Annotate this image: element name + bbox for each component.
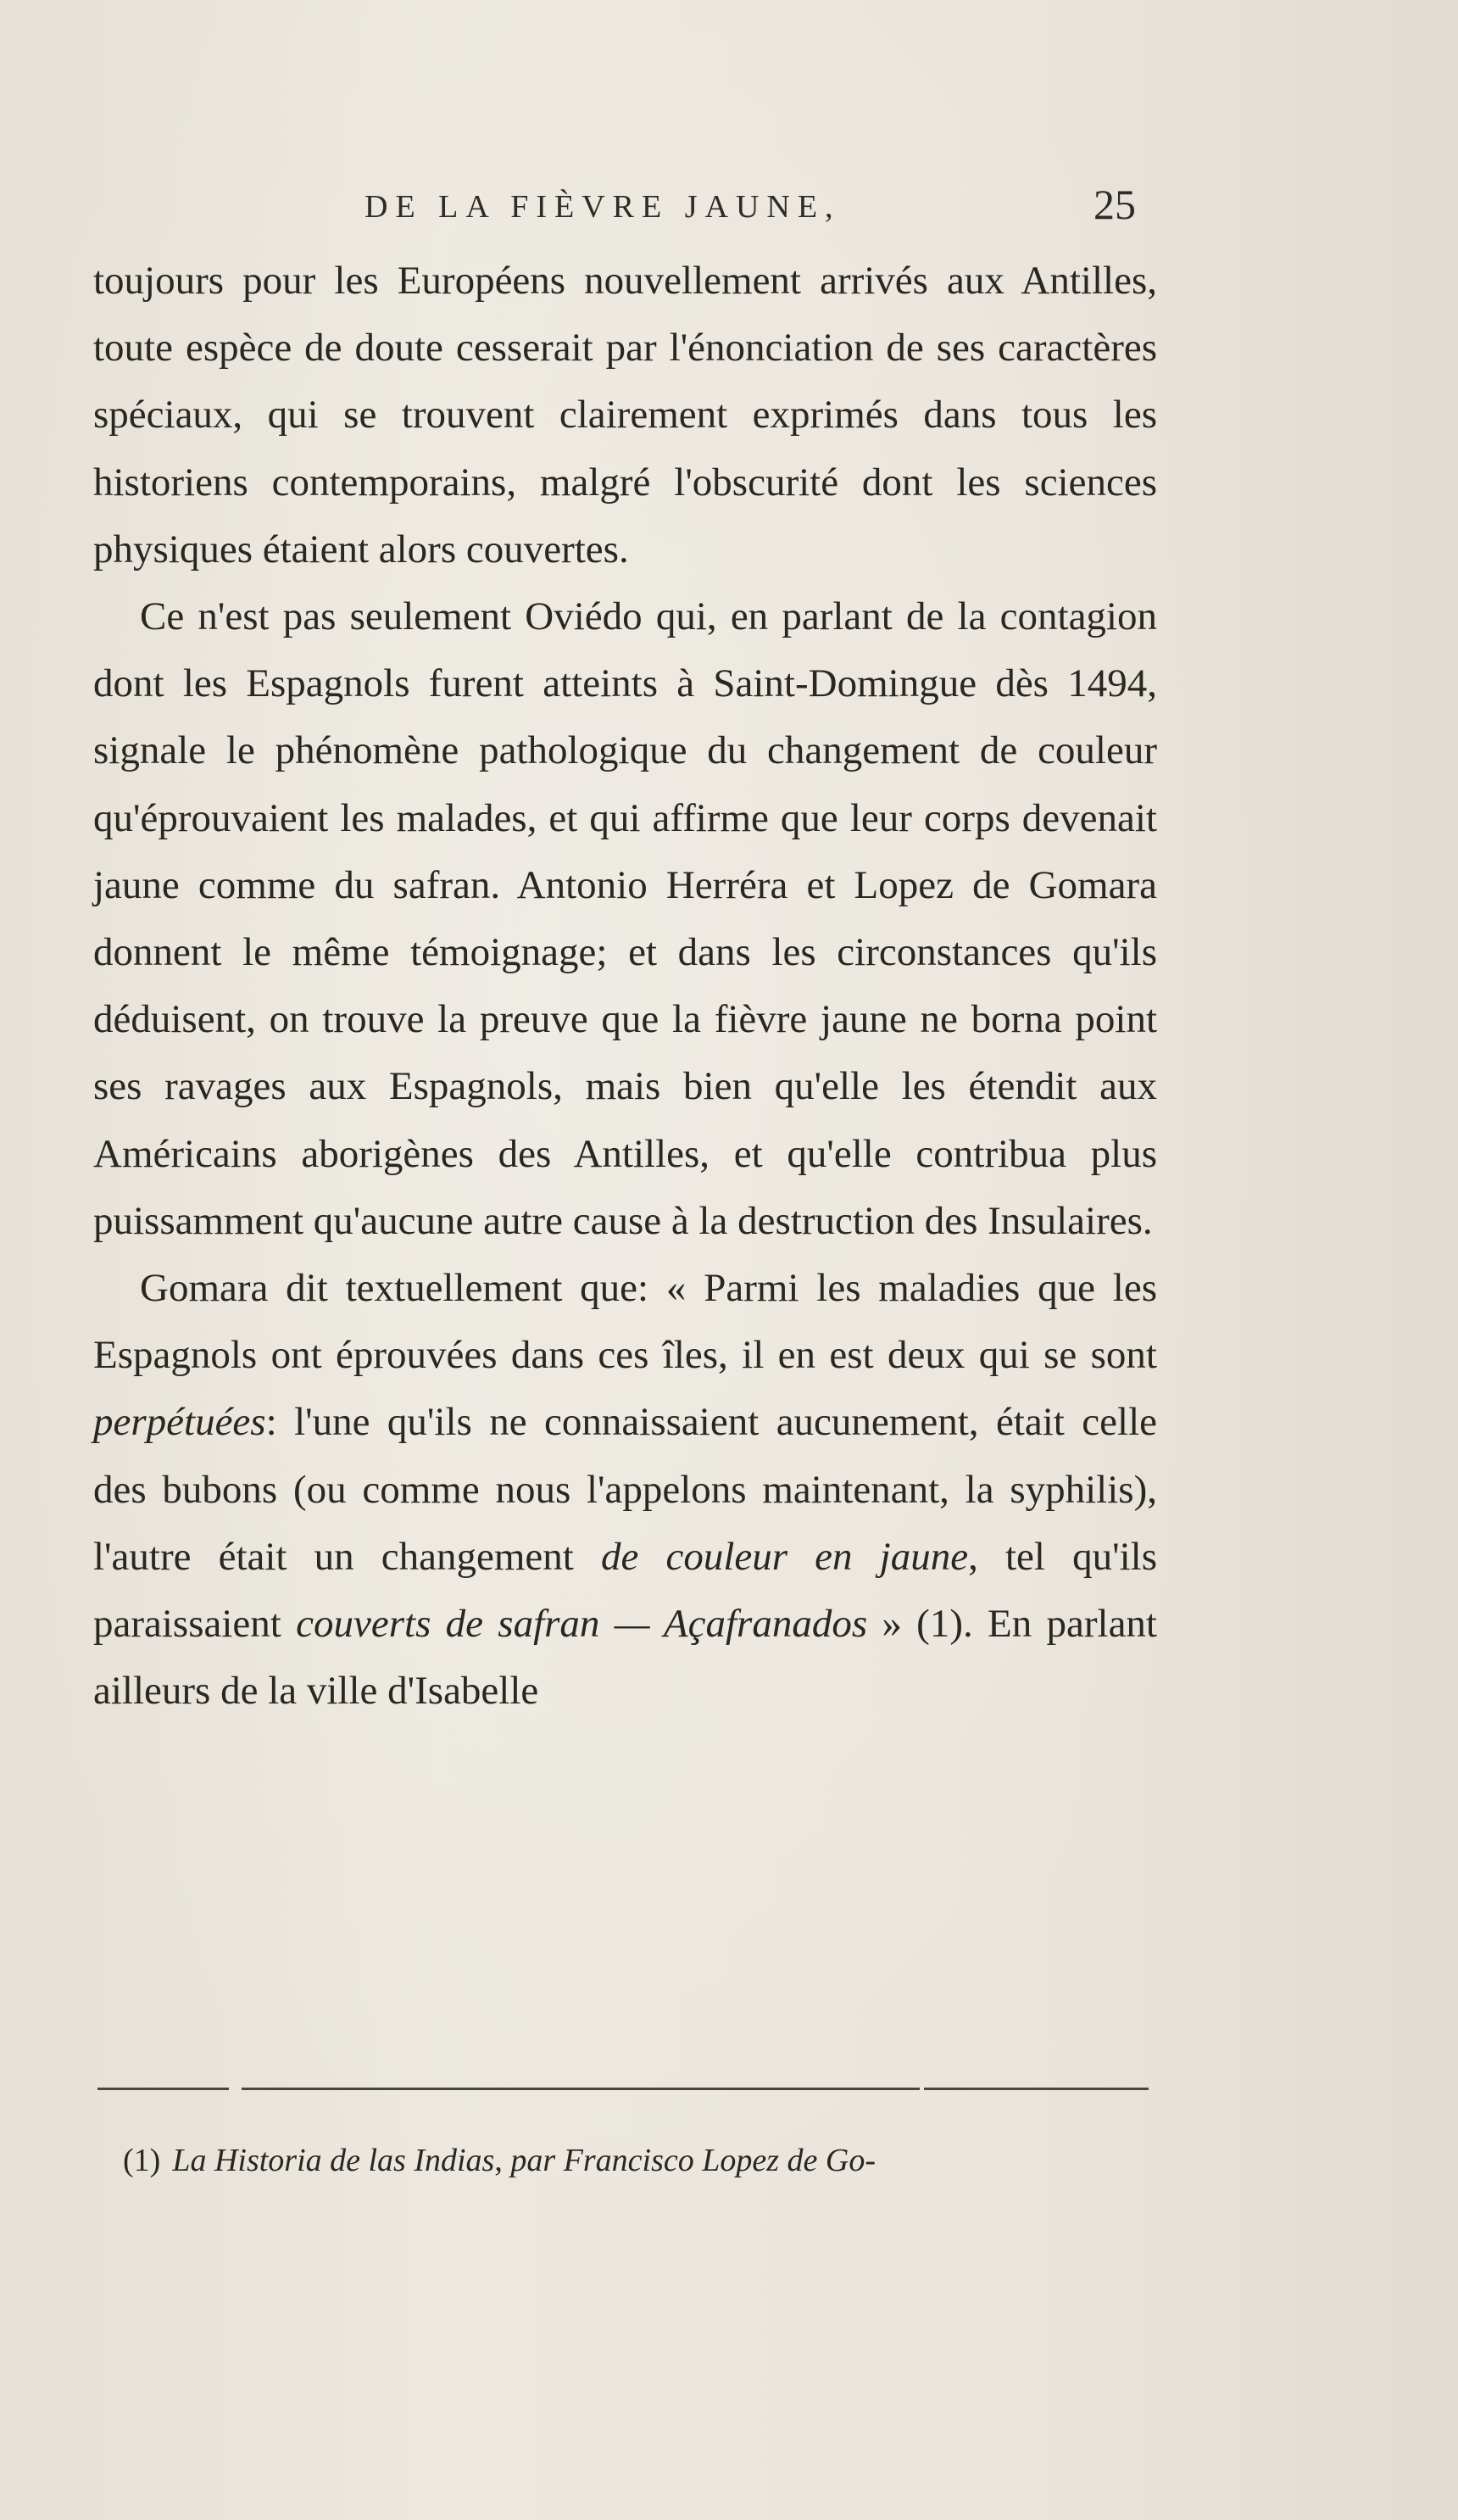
body-text: [93, 248, 1157, 1725]
running-head: [0, 180, 1458, 231]
paragraph-3-italic-safran: couverts de safran — Açafranados: [296, 1602, 868, 1647]
footnote: [123, 2142, 1157, 2179]
paragraph-1: toujours pour les Européens nouvellement arrivés aux Antilles, toute espèce de doute cesserait par l'énonciation de ses caractères spéciaux, qui se trouvent clairement exprimés dans tous les historiens contemporains, malgré l'obscurité dont les sciences physiques étaient alors couvertes.: [93, 259, 1157, 571]
footnote-author: par Francisco Lopez de Go-: [510, 2143, 876, 2178]
footnote-rule-middle: [242, 2088, 920, 2090]
paragraph-3-part-e: , tel qu'ils paraissaient: [93, 1534, 1157, 1647]
page-number: 25: [1094, 181, 1136, 228]
footnote-mark: (1): [123, 2143, 161, 2178]
paragraph-3-part-c: : l'une qu'ils ne connaissaient aucunement, était celle des bubons (ou comme nous l'appelons maintenant, la syphilis), l'autre était un changement: [93, 1400, 1157, 1579]
paragraph-3-part-a: Gomara dit textuellement que: « Parmi les maladies que les Espagnols ont éprouvées dans ces îles, il en est deux qui se sont: [93, 1266, 1157, 1378]
paragraph-3-italic-couleur: de couleur en jaune: [600, 1534, 969, 1579]
running-title: DE LA FIÈVRE JAUNE,: [364, 189, 841, 225]
paragraph-3-part-g: » (1). En parlant ailleurs de la ville d'Isabelle: [93, 1602, 1157, 1714]
paragraph-3-italic-perpetuees: perpétuées: [93, 1400, 266, 1445]
footnote-title: La Historia de las Indias: [172, 2143, 495, 2178]
footnote-rule-right: [924, 2088, 1149, 2090]
paragraph-3: [93, 1255, 1157, 1725]
footnote-separator: ,: [494, 2143, 511, 2178]
paragraph-2: Ce n'est pas seulement Oviédo qui, en parlant de la contagion dont les Espagnols furent atteints à Saint-Domingue dès 1494, signale le phénomène pathologique du changement de couleur qu'éprouvaient les malades, et qui affirme que leur corps devenait jaune comme du safran. Antonio Herréra et Lopez de Gomara donnent le même témoignage; et dans les circonstances qu'ils déduisent, on trouve la preuve que la fièvre jaune ne borna point ses ravages aux Espagnols, mais bien qu'elle les étendit aux Américains aborigènes des Antilles, et qu'elle contribua plus puissamment qu'aucune autre cause à la destruction des Insulaires.: [93, 594, 1157, 1243]
footnote-rule-left: [97, 2088, 229, 2090]
